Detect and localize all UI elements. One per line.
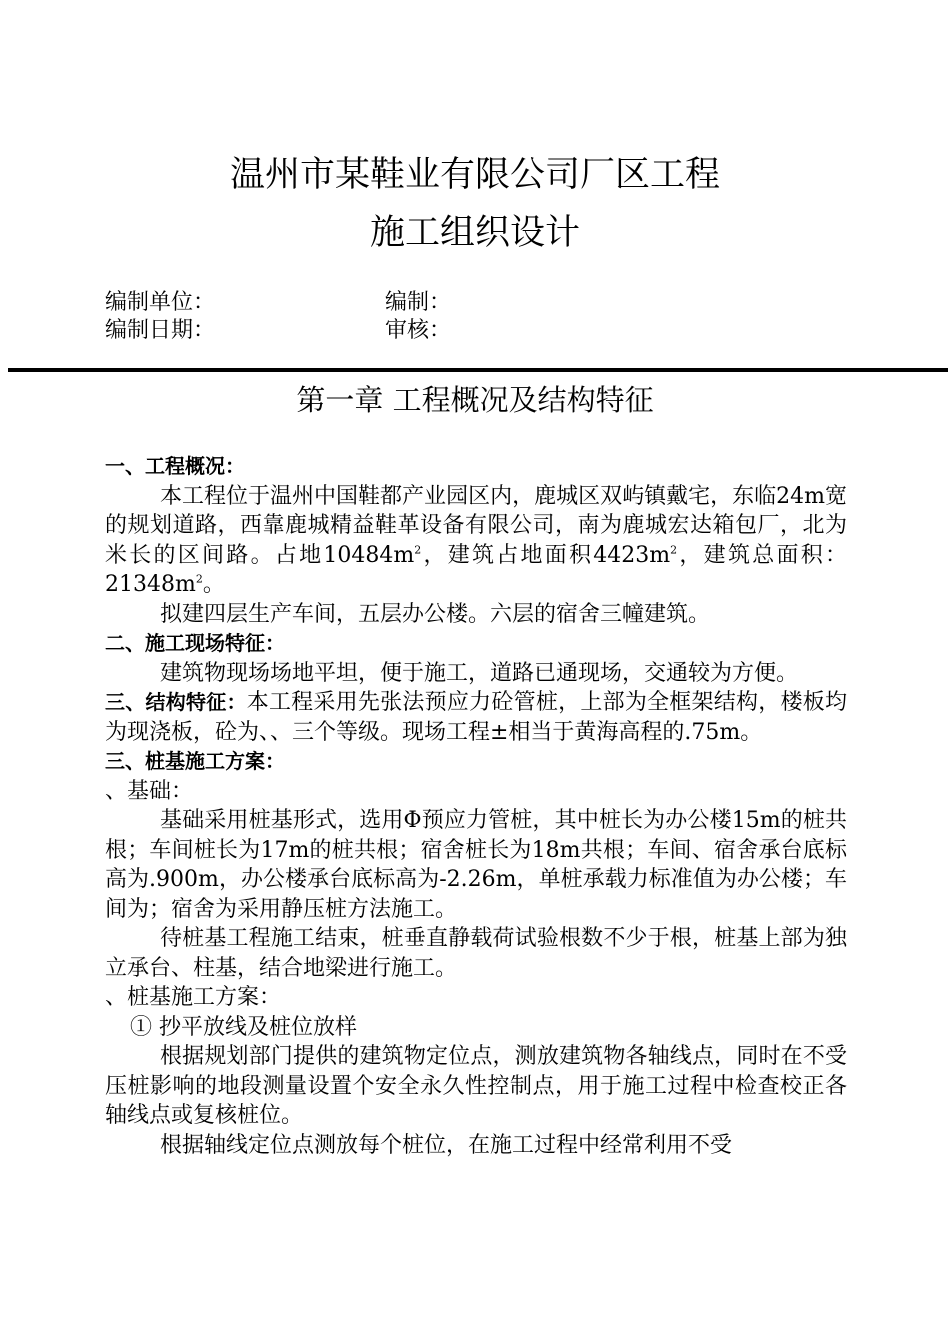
paragraph-structure bbox=[105, 688, 847, 747]
horizontal-divider bbox=[8, 368, 948, 372]
subsection-foundation: 、基础： bbox=[105, 778, 194, 804]
document-title-line1: 温州市某鞋业有限公司厂区工程 bbox=[229, 155, 720, 195]
meta-reviewer-label: 审核： bbox=[385, 318, 452, 343]
numbered-item-survey: ① 抄平放线及桩位放样 bbox=[130, 1014, 357, 1040]
heading-text: 二、施工现场特征： bbox=[105, 631, 285, 655]
paragraph-pile-position: 根据轴线定位点测放每个桩位，在施工过程中经常利用不受 bbox=[160, 1132, 733, 1158]
paragraph-site: 建筑物现场场地平坦，便于施工，道路已通现场，交通较为方便。 bbox=[160, 660, 799, 686]
heading-text: 三、结构特征： bbox=[105, 690, 247, 714]
paragraph-text: 。 bbox=[202, 572, 225, 597]
chapter-title: 第一章 工程概况及结构特征 bbox=[296, 383, 654, 417]
section-heading-overview bbox=[105, 452, 847, 482]
paragraph-buildings: 拟建四层生产车间，五层办公楼。六层的宿舍三幢建筑。 bbox=[160, 601, 711, 627]
section-heading-pile bbox=[105, 747, 847, 777]
paragraph-load-test: 待桩基工程施工结束，桩垂直静载荷试验根数不少于根，桩基上部为独立承台、柱基，结合地梁进行施工。 bbox=[105, 926, 847, 981]
superscript: 2 bbox=[670, 543, 678, 557]
paragraph-text: ，建筑占地面积4423m bbox=[421, 542, 671, 568]
paragraph-survey: 根据规划部门提供的建筑物定位点，测放建筑物各轴线点，同时在不受压桩影响的地段测量设置个安全永久性控制点，用于施工过程中检查校正各轴线点或复核桩位。 bbox=[105, 1044, 847, 1128]
paragraph-text: ，建筑总面积：21348m bbox=[105, 542, 847, 597]
section-heading-site bbox=[105, 629, 847, 659]
heading-text: 三、桩基施工方案： bbox=[105, 749, 285, 773]
superscript: 2 bbox=[414, 543, 422, 557]
paragraph-text: 本工程采用先张法预应力砼管桩，上部为全框架结构，楼板均为现浇板，砼为、、三个等级。现场工程±相当于黄海高程的.75m。 bbox=[105, 690, 847, 745]
document-title-line2: 施工组织设计 bbox=[369, 213, 580, 253]
paragraph-text: 本工程位于温州中国鞋都产业园区内，鹿城区双屿镇戴宅，东临24m宽的规划道路，西靠鹿城精益鞋革设备有限公司，南为鹿城宏达箱包厂，北为米长的区间路。占地10484m bbox=[105, 483, 847, 568]
paragraph-foundation: 基础采用桩基形式，选用Φ预应力管桩，其中桩长为办公楼15m的桩共根；车间桩长为17m的桩共根；宿舍桩长为18m共根；车间、宿舍承台底标高为.900m，办公楼承台底标高为-2.26m，单桩承载力标准值为办公楼；车间为；宿舍为采用静压桩方法施工。 bbox=[105, 808, 847, 922]
superscript: 2 bbox=[195, 572, 203, 586]
document-body bbox=[105, 452, 847, 1160]
paragraph-location bbox=[105, 482, 847, 600]
meta-unit-label: 编制单位： bbox=[105, 290, 216, 315]
heading-text: 一、工程概况： bbox=[105, 454, 245, 478]
meta-date-label: 编制日期： bbox=[105, 318, 216, 343]
subsection-pile-plan: 、桩基施工方案： bbox=[105, 985, 282, 1010]
meta-compiler-label: 编制： bbox=[385, 290, 452, 315]
